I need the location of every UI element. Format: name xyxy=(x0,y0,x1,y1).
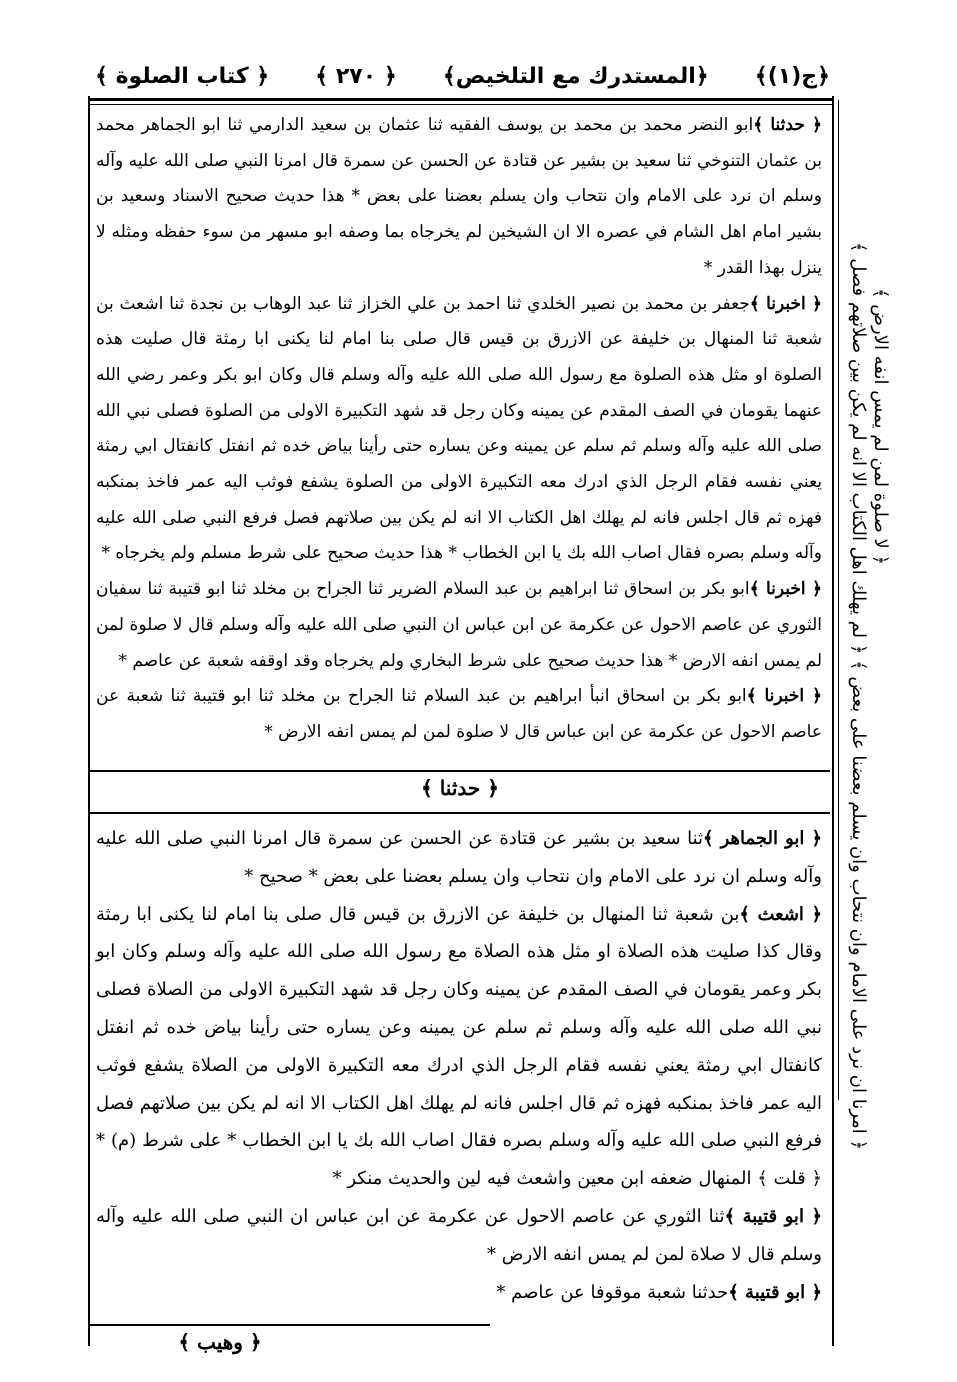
paragraph-lead: ﴿ ابو قتيبة ﴾ xyxy=(728,1281,822,1303)
volume-label: ﴿ج(١)﴾ xyxy=(754,63,830,89)
paragraph-text: ثنا سعيد بن بشير عن قتادة عن الحسن عن سمرة قال امرنا النبي صلى الله عليه وآله وسلم ان نرد على الامام وان نتحاب وان يسلم بعضنا على بعض * صحيح * xyxy=(96,828,822,887)
margin-note-outer: ﴿ لا صلوة لمن لم يمس انفه الارض ﴾ xyxy=(870,287,891,565)
paragraph-text: ثنا الثوري عن عاصم الاحول عن عكرمة عن ابن عباس ان النبي صلى الله عليه وآله وسلم قال لا صلاة لمن لم يمس انفه الارض * xyxy=(96,1205,822,1265)
page-number: ﴿ ٢٧٠ ﴾ xyxy=(315,63,397,89)
paragraph-lead: ﴿ ابو الجماهر ﴾ xyxy=(703,828,822,849)
paragraph-text: بن شعبة ثنا المنهال بن خليفة عن الازرق بن قيس قال صلى بنا امام لنا يكنى ابا رمثة وقال كذا صليت هذه الصلاة او مثل هذه الصلاة مع رسول الله صلى الله عليه وآله وسلم وكان ابو بكر وعمر يقومان في الصف المقدم عن يمينه وكان رجل قد شهد التكبيرة الاولى من الصلاة فصلى نبي الله صلى الله عليه وآله وسلم ثم سلم عن يمينه وعن يساره حتى رأينا بياض خده ثم انفتل كانفتال ابي رمثة يعني نفسه فقام الرجل الذي ادرك معه التكبيرة الاولى من الصلاة يشفع فوثب اليه عمر فاخذ بمنكبه فهزه ثم قال اجلس فانه لم يهلك اهل الكتاب الا انه لم يكن بين صلاتهم فصل فرفع النبي صلى الله عليه وآله وسلم بصره فقال اصاب الله بك يا ابن الخطاب * على شرط (م) * ﴿ قلت ﴾ المنهال ضعفه ابن معين واشعث فيه لين والحديث منكر * xyxy=(96,903,823,1190)
paragraph-text: ابو بكر بن اسحاق انبأ ابراهيم بن عبد السلام ثنا الجراح بن مخلد ثنا ابو قتيبة ثنا شعبة عن عاصم الاحول عن عكرمة عن ابن عباس قال لا صلوة لمن لم يمس انفه الارض * xyxy=(96,686,822,742)
paragraph-text: جعفر بن محمد بن نصير الخلدي ثنا احمد بن علي الخزاز ثنا عبد الوهاب بن نجدة ثنا اشعث بن شعبة ثنا المنهال بن خليفة عن الازرق بن قيس قال صلى بنا امام لنا يكنى ابا رمثة قال صليت هذه الصلوة او مثل هذه الصلوة مع رسول الله صلى الله عليه وآله وسلم قال وكان ابو بكر وعمر رضي الله عنهما يقومان في الصف المقدم عن يمينه وكان رجل قد شهد التكبيرة الاولى من الصلوة فصلى نبي الله صلى الله عليه وآله وسلم ثم سلم عن يمينه وعن يساره حتى رأينا بياض خده ثم انفتل كانفتال ابي رمثة يعني نفسه فقام الرجل الذي ادرك معه التكبيرة الاولى من الصلوة يشفع فوثب اليه عمر فاخذ بمنكبه فهزه ثم قال اجلس فانه لم يهلك اهل الكتاب الا انه لم يكن بين صلاتهم فصل فرفع النبي صلى الله عليه وآله وسلم بصره فقال اصاب الله بك يا ابن الخطاب * هذا حديث صحيح على شرط مسلم ولم يخرجاه * xyxy=(96,293,822,564)
paragraph-text: ابو بكر بن اسحاق ثنا ابراهيم بن عبد السلام الضرير ثنا الجراح بن مخلد ثنا ابو قتيبة ثنا سفيان الثوري عن عاصم الاحول عن عكرمة عن ابن عباس ان النبي صلى الله عليه وآله وسلم قال لا صلوة لمن لم يمس انفه الارض * هذا حديث صحيح على شرط البخاري ولم يخرجاه وقد اوقفه شعبة عن عاصم * xyxy=(96,579,822,671)
hadith-paragraph xyxy=(96,287,822,573)
hadith-paragraph xyxy=(96,108,822,287)
paragraph-text: ابو النضر محمد بن محمد بن يوسف الفقيه ثنا عثمان بن سعيد الدارمي ثنا ابو الجماهر محمد بن عثمان التنوخي ثنا سعيد بن بشير عن قتادة عن الحسن عن سمرة قال امرنا النبي صلى الله عليه وآله وسلم ان نرد على الامام وان نتحاب وان يسلم بعضنا على بعض * هذا حديث صحيح الاسناد وسعيد بن بشير امام اهل الشام في عصره الا ان الشيخين لم يخرجاه بما وصفه ابو مسهر من سوء حفظه ومثله لا ينزل بهذا القدر * xyxy=(96,115,822,278)
hadith-paragraph xyxy=(96,572,822,679)
section-heading: ﴿ حدثنا ﴾ xyxy=(421,776,499,800)
margin-divider xyxy=(838,100,839,1100)
paragraph-lead: ﴿ حدثنا ﴾ xyxy=(753,115,822,135)
paragraph-lead: ﴿ اخبرنا ﴾ xyxy=(749,293,822,314)
margin-note-inner: ﴿ امرنا ان نرد على الامام وان نتحاب وان يسلم بعضنا على بعض ﴾ ﴿ لم يهلك اهل الكتاب الا انه لم يكن بين صلاتهم فصل ﴾ xyxy=(848,241,869,1150)
header-rule xyxy=(90,98,832,101)
book-title: ﴿المستدرك مع التلخيص﴾ xyxy=(442,63,709,89)
paragraph-lead: ﴿ اخبرنا ﴾ xyxy=(746,686,822,707)
hadith-paragraph xyxy=(96,679,822,750)
footer-rule xyxy=(90,1324,490,1326)
commentary-paragraph xyxy=(96,1274,822,1312)
section-divider-top xyxy=(90,770,830,772)
header-rule-thin xyxy=(90,104,832,105)
paragraph-lead: ﴿ اخبرنا ﴾ xyxy=(749,579,823,600)
section-divider-bottom xyxy=(90,812,830,814)
catchword: ﴿ وهيب ﴾ xyxy=(178,1330,262,1354)
commentary-paragraph xyxy=(96,896,822,1198)
paragraph-lead: ﴿ ابو قتيبة ﴾ xyxy=(724,1205,822,1227)
commentary-paragraph xyxy=(96,1198,822,1274)
commentary-text xyxy=(96,820,822,1311)
paragraph-lead: ﴿ اشعث ﴾ xyxy=(739,903,822,925)
commentary-paragraph xyxy=(96,820,822,896)
page-header xyxy=(95,58,830,94)
chapter-title: ﴿ كتاب الصلوة ﴾ xyxy=(95,63,270,89)
paragraph-text: حدثنا شعبة موقوفا عن عاصم * xyxy=(496,1281,729,1303)
main-text xyxy=(96,108,822,751)
